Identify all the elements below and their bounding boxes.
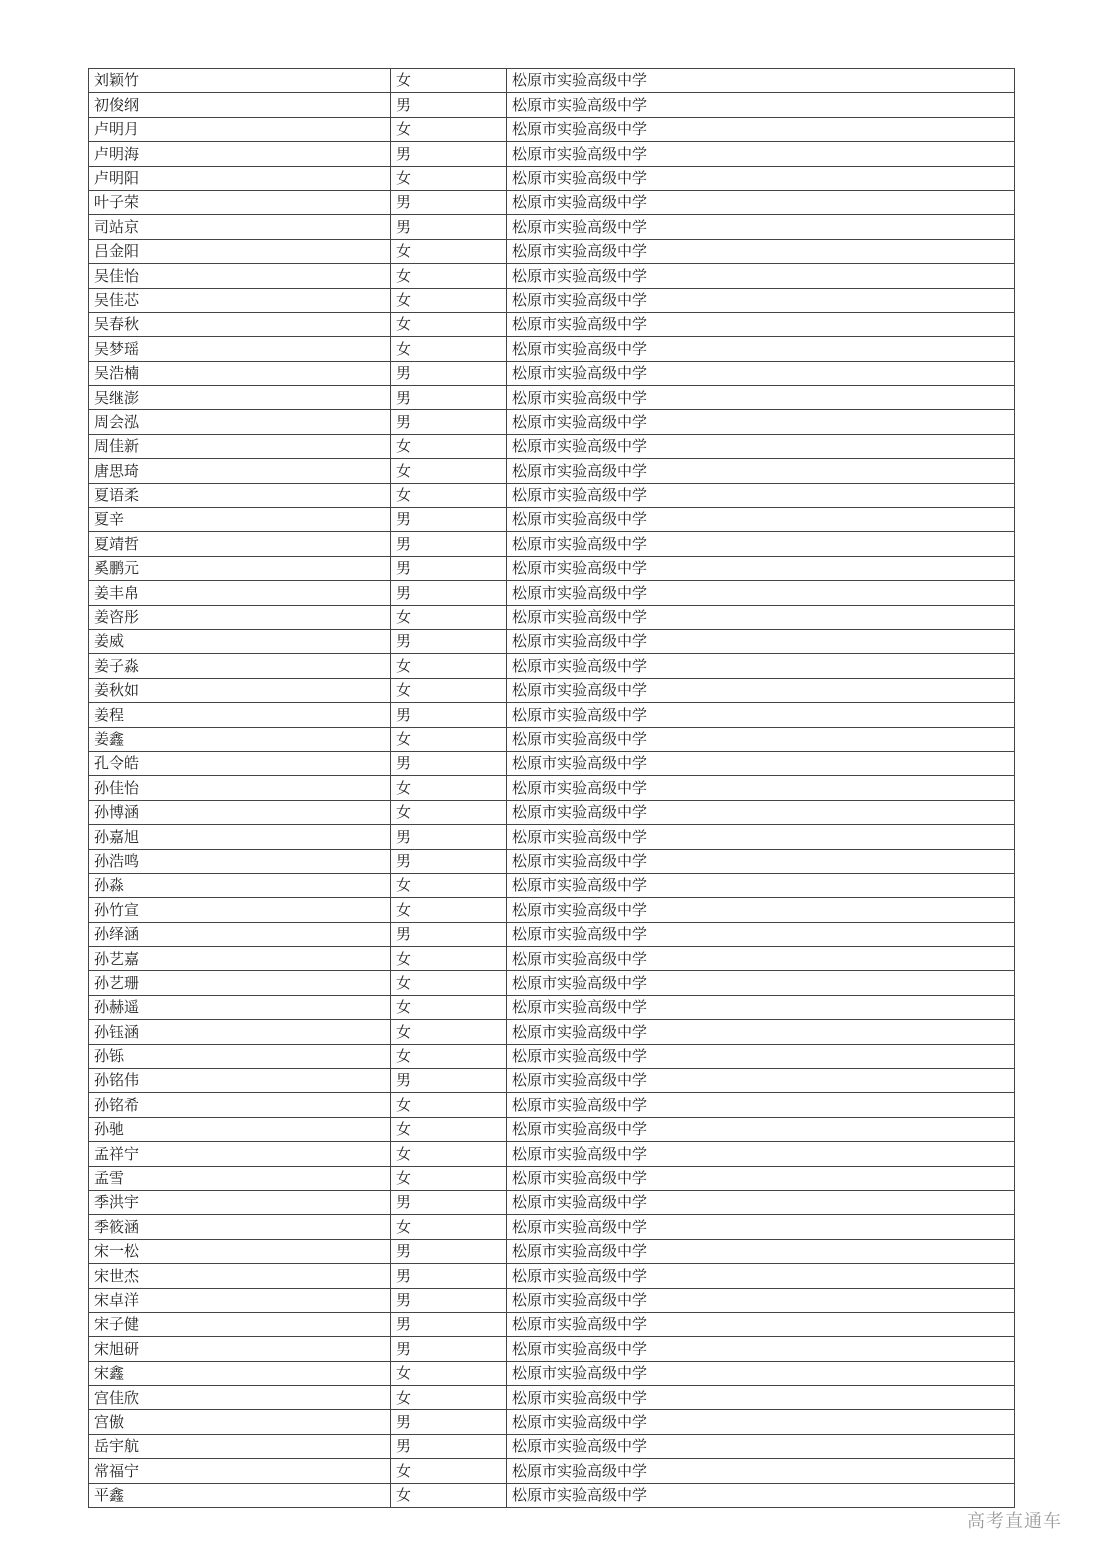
student-name-cell: 吴继澎	[89, 386, 391, 410]
student-name-cell: 姜咨彤	[89, 605, 391, 629]
student-school-cell: 松原市实验高级中学	[507, 1483, 1015, 1507]
student-name-cell: 孙艺珊	[89, 971, 391, 995]
student-school-cell: 松原市实验高级中学	[507, 312, 1015, 336]
student-school-cell: 松原市实验高级中学	[507, 873, 1015, 897]
table-row	[89, 361, 1015, 385]
table-row	[89, 971, 1015, 995]
student-name-cell: 奚鹏元	[89, 556, 391, 580]
student-school-cell: 松原市实验高级中学	[507, 1459, 1015, 1483]
student-school-cell: 松原市实验高级中学	[507, 117, 1015, 141]
student-gender-cell: 女	[391, 288, 507, 312]
student-gender-cell: 女	[391, 239, 507, 263]
table-row	[89, 312, 1015, 336]
student-school-cell: 松原市实验高级中学	[507, 971, 1015, 995]
student-name-cell: 吕金阳	[89, 239, 391, 263]
student-gender-cell: 男	[391, 1410, 507, 1434]
table-row	[89, 995, 1015, 1019]
student-gender-cell: 男	[391, 532, 507, 556]
student-school-cell: 松原市实验高级中学	[507, 459, 1015, 483]
table-row	[89, 166, 1015, 190]
student-name-cell: 唐思琦	[89, 459, 391, 483]
table-row	[89, 532, 1015, 556]
student-name-cell: 孙绎涵	[89, 922, 391, 946]
student-school-cell: 松原市实验高级中学	[507, 703, 1015, 727]
table-row	[89, 142, 1015, 166]
student-gender-cell: 男	[391, 1069, 507, 1093]
student-gender-cell: 男	[391, 386, 507, 410]
student-gender-cell: 女	[391, 947, 507, 971]
student-school-cell: 松原市实验高级中学	[507, 264, 1015, 288]
student-gender-cell: 女	[391, 1386, 507, 1410]
student-school-cell: 松原市实验高级中学	[507, 1386, 1015, 1410]
student-school-cell: 松原市实验高级中学	[507, 532, 1015, 556]
student-school-cell: 松原市实验高级中学	[507, 361, 1015, 385]
table-row	[89, 1459, 1015, 1483]
student-name-cell: 孙艺嘉	[89, 947, 391, 971]
student-name-cell: 宋旭研	[89, 1337, 391, 1361]
student-gender-cell: 男	[391, 1312, 507, 1336]
student-school-cell: 松原市实验高级中学	[507, 1337, 1015, 1361]
student-school-cell: 松原市实验高级中学	[507, 800, 1015, 824]
table-row	[89, 727, 1015, 751]
student-roster-table	[88, 68, 1015, 1508]
student-name-cell: 岳宇航	[89, 1434, 391, 1458]
student-school-cell: 松原市实验高级中学	[507, 1117, 1015, 1141]
student-name-cell: 孔令皓	[89, 751, 391, 775]
student-gender-cell: 女	[391, 166, 507, 190]
student-gender-cell: 女	[391, 971, 507, 995]
student-gender-cell: 女	[391, 483, 507, 507]
student-gender-cell: 男	[391, 849, 507, 873]
student-school-cell: 松原市实验高级中学	[507, 629, 1015, 653]
student-gender-cell: 女	[391, 459, 507, 483]
student-gender-cell: 女	[391, 898, 507, 922]
student-school-cell: 松原市实验高级中学	[507, 1410, 1015, 1434]
student-name-cell: 孙钰涵	[89, 1020, 391, 1044]
student-name-cell: 宫傲	[89, 1410, 391, 1434]
student-gender-cell: 男	[391, 1288, 507, 1312]
student-school-cell: 松原市实验高级中学	[507, 1142, 1015, 1166]
table-row	[89, 1142, 1015, 1166]
table-row	[89, 751, 1015, 775]
student-school-cell: 松原市实验高级中学	[507, 1044, 1015, 1068]
table-row	[89, 1264, 1015, 1288]
student-name-cell: 孙竹宣	[89, 898, 391, 922]
table-row	[89, 1410, 1015, 1434]
student-school-cell: 松原市实验高级中学	[507, 825, 1015, 849]
table-row	[89, 264, 1015, 288]
student-gender-cell: 男	[391, 629, 507, 653]
student-school-cell: 松原市实验高级中学	[507, 142, 1015, 166]
table-row	[89, 1215, 1015, 1239]
student-name-cell: 孙博涵	[89, 800, 391, 824]
table-row	[89, 898, 1015, 922]
student-gender-cell: 女	[391, 1166, 507, 1190]
table-row	[89, 922, 1015, 946]
student-school-cell: 松原市实验高级中学	[507, 1020, 1015, 1044]
table-row	[89, 1044, 1015, 1068]
student-name-cell: 吴梦瑶	[89, 337, 391, 361]
student-name-cell: 宋鑫	[89, 1361, 391, 1385]
student-name-cell: 姜秋如	[89, 678, 391, 702]
student-school-cell: 松原市实验高级中学	[507, 288, 1015, 312]
table-row	[89, 434, 1015, 458]
student-gender-cell: 女	[391, 727, 507, 751]
student-name-cell: 孙驰	[89, 1117, 391, 1141]
student-name-cell: 吴浩楠	[89, 361, 391, 385]
student-school-cell: 松原市实验高级中学	[507, 166, 1015, 190]
student-name-cell: 宋一松	[89, 1239, 391, 1263]
student-gender-cell: 女	[391, 1142, 507, 1166]
table-row	[89, 69, 1015, 93]
student-name-cell: 孙浩鸣	[89, 849, 391, 873]
student-roster-body	[89, 69, 1015, 1508]
student-school-cell: 松原市实验高级中学	[507, 1215, 1015, 1239]
student-gender-cell: 女	[391, 1459, 507, 1483]
table-row	[89, 1288, 1015, 1312]
student-school-cell: 松原市实验高级中学	[507, 215, 1015, 239]
student-gender-cell: 男	[391, 361, 507, 385]
student-name-cell: 姜子淼	[89, 654, 391, 678]
table-row	[89, 1361, 1015, 1385]
student-school-cell: 松原市实验高级中学	[507, 69, 1015, 93]
table-row	[89, 1483, 1015, 1507]
student-gender-cell: 男	[391, 190, 507, 214]
student-gender-cell: 男	[391, 922, 507, 946]
table-row	[89, 190, 1015, 214]
table-row	[89, 605, 1015, 629]
student-gender-cell: 男	[391, 1434, 507, 1458]
student-gender-cell: 女	[391, 1117, 507, 1141]
student-gender-cell: 女	[391, 264, 507, 288]
student-name-cell: 刘颖竹	[89, 69, 391, 93]
student-school-cell: 松原市实验高级中学	[507, 556, 1015, 580]
table-row	[89, 1434, 1015, 1458]
table-row	[89, 1239, 1015, 1263]
table-row	[89, 678, 1015, 702]
table-row	[89, 215, 1015, 239]
watermark-text: 高考直通车	[967, 1511, 1062, 1532]
student-gender-cell: 男	[391, 1337, 507, 1361]
student-name-cell: 姜程	[89, 703, 391, 727]
student-name-cell: 姜威	[89, 629, 391, 653]
student-gender-cell: 女	[391, 654, 507, 678]
table-row	[89, 410, 1015, 434]
student-gender-cell: 男	[391, 215, 507, 239]
student-gender-cell: 男	[391, 703, 507, 727]
student-gender-cell: 男	[391, 556, 507, 580]
student-name-cell: 卢明月	[89, 117, 391, 141]
student-gender-cell: 男	[391, 581, 507, 605]
table-row	[89, 93, 1015, 117]
student-school-cell: 松原市实验高级中学	[507, 1093, 1015, 1117]
student-school-cell: 松原市实验高级中学	[507, 337, 1015, 361]
student-gender-cell: 女	[391, 1483, 507, 1507]
student-name-cell: 姜丰帛	[89, 581, 391, 605]
table-row	[89, 825, 1015, 849]
student-gender-cell: 女	[391, 678, 507, 702]
student-name-cell: 孙铄	[89, 1044, 391, 1068]
student-school-cell: 松原市实验高级中学	[507, 947, 1015, 971]
student-school-cell: 松原市实验高级中学	[507, 727, 1015, 751]
table-row	[89, 800, 1015, 824]
table-row	[89, 947, 1015, 971]
student-name-cell: 孙铭伟	[89, 1069, 391, 1093]
student-name-cell: 卢明海	[89, 142, 391, 166]
student-gender-cell: 女	[391, 1020, 507, 1044]
table-row	[89, 337, 1015, 361]
student-school-cell: 松原市实验高级中学	[507, 483, 1015, 507]
student-name-cell: 宋世杰	[89, 1264, 391, 1288]
student-school-cell: 松原市实验高级中学	[507, 1264, 1015, 1288]
student-name-cell: 夏辛	[89, 508, 391, 532]
table-row	[89, 288, 1015, 312]
student-school-cell: 松原市实验高级中学	[507, 1434, 1015, 1458]
student-name-cell: 吴春秋	[89, 312, 391, 336]
table-row	[89, 386, 1015, 410]
student-school-cell: 松原市实验高级中学	[507, 922, 1015, 946]
table-row	[89, 117, 1015, 141]
student-gender-cell: 男	[391, 1264, 507, 1288]
student-school-cell: 松原市实验高级中学	[507, 605, 1015, 629]
student-name-cell: 季筱涵	[89, 1215, 391, 1239]
student-gender-cell: 女	[391, 995, 507, 1019]
student-school-cell: 松原市实验高级中学	[507, 1190, 1015, 1214]
student-gender-cell: 女	[391, 434, 507, 458]
table-row	[89, 483, 1015, 507]
student-name-cell: 宋卓洋	[89, 1288, 391, 1312]
student-name-cell: 孟祥宁	[89, 1142, 391, 1166]
student-gender-cell: 男	[391, 508, 507, 532]
student-name-cell: 吴佳怡	[89, 264, 391, 288]
table-row	[89, 459, 1015, 483]
student-school-cell: 松原市实验高级中学	[507, 190, 1015, 214]
student-name-cell: 平鑫	[89, 1483, 391, 1507]
student-school-cell: 松原市实验高级中学	[507, 1069, 1015, 1093]
student-school-cell: 松原市实验高级中学	[507, 434, 1015, 458]
table-row	[89, 654, 1015, 678]
table-row	[89, 776, 1015, 800]
student-name-cell: 夏靖哲	[89, 532, 391, 556]
table-row	[89, 703, 1015, 727]
student-gender-cell: 女	[391, 1361, 507, 1385]
student-gender-cell: 男	[391, 825, 507, 849]
student-name-cell: 叶子荣	[89, 190, 391, 214]
student-gender-cell: 女	[391, 69, 507, 93]
student-school-cell: 松原市实验高级中学	[507, 581, 1015, 605]
student-school-cell: 松原市实验高级中学	[507, 776, 1015, 800]
student-name-cell: 吴佳芯	[89, 288, 391, 312]
student-name-cell: 周佳新	[89, 434, 391, 458]
student-name-cell: 季洪宇	[89, 1190, 391, 1214]
student-gender-cell: 男	[391, 1239, 507, 1263]
student-school-cell: 松原市实验高级中学	[507, 678, 1015, 702]
student-gender-cell: 男	[391, 93, 507, 117]
student-name-cell: 宫佳欣	[89, 1386, 391, 1410]
student-gender-cell: 女	[391, 1093, 507, 1117]
student-name-cell: 孟雪	[89, 1166, 391, 1190]
student-gender-cell: 女	[391, 800, 507, 824]
table-row	[89, 508, 1015, 532]
table-row	[89, 1337, 1015, 1361]
student-gender-cell: 男	[391, 751, 507, 775]
student-school-cell: 松原市实验高级中学	[507, 508, 1015, 532]
student-gender-cell: 男	[391, 410, 507, 434]
student-gender-cell: 女	[391, 1044, 507, 1068]
student-school-cell: 松原市实验高级中学	[507, 1239, 1015, 1263]
student-name-cell: 司站京	[89, 215, 391, 239]
student-gender-cell: 女	[391, 337, 507, 361]
student-name-cell: 孙嘉旭	[89, 825, 391, 849]
table-row	[89, 556, 1015, 580]
student-name-cell: 姜鑫	[89, 727, 391, 751]
table-row	[89, 239, 1015, 263]
table-row	[89, 849, 1015, 873]
student-name-cell: 孙铭希	[89, 1093, 391, 1117]
student-name-cell: 宋子健	[89, 1312, 391, 1336]
table-row	[89, 1166, 1015, 1190]
student-name-cell: 卢明阳	[89, 166, 391, 190]
student-name-cell: 常福宁	[89, 1459, 391, 1483]
student-school-cell: 松原市实验高级中学	[507, 386, 1015, 410]
table-row	[89, 1190, 1015, 1214]
student-gender-cell: 女	[391, 312, 507, 336]
student-name-cell: 周会泓	[89, 410, 391, 434]
student-name-cell: 初俊纲	[89, 93, 391, 117]
student-gender-cell: 女	[391, 1215, 507, 1239]
table-row	[89, 1069, 1015, 1093]
table-row	[89, 1093, 1015, 1117]
student-gender-cell: 男	[391, 142, 507, 166]
student-school-cell: 松原市实验高级中学	[507, 239, 1015, 263]
student-gender-cell: 女	[391, 873, 507, 897]
student-gender-cell: 女	[391, 776, 507, 800]
student-name-cell: 孙淼	[89, 873, 391, 897]
student-school-cell: 松原市实验高级中学	[507, 93, 1015, 117]
student-school-cell: 松原市实验高级中学	[507, 410, 1015, 434]
table-row	[89, 873, 1015, 897]
student-school-cell: 松原市实验高级中学	[507, 898, 1015, 922]
student-gender-cell: 女	[391, 605, 507, 629]
student-name-cell: 孙赫遥	[89, 995, 391, 1019]
student-gender-cell: 女	[391, 117, 507, 141]
student-school-cell: 松原市实验高级中学	[507, 1166, 1015, 1190]
table-row	[89, 1312, 1015, 1336]
student-name-cell: 夏语柔	[89, 483, 391, 507]
student-name-cell: 孙佳怡	[89, 776, 391, 800]
table-row	[89, 1386, 1015, 1410]
student-school-cell: 松原市实验高级中学	[507, 751, 1015, 775]
table-row	[89, 1020, 1015, 1044]
student-school-cell: 松原市实验高级中学	[507, 849, 1015, 873]
student-school-cell: 松原市实验高级中学	[507, 995, 1015, 1019]
student-school-cell: 松原市实验高级中学	[507, 1312, 1015, 1336]
table-row	[89, 629, 1015, 653]
student-school-cell: 松原市实验高级中学	[507, 1288, 1015, 1312]
student-gender-cell: 男	[391, 1190, 507, 1214]
table-row	[89, 1117, 1015, 1141]
student-school-cell: 松原市实验高级中学	[507, 654, 1015, 678]
student-school-cell: 松原市实验高级中学	[507, 1361, 1015, 1385]
table-row	[89, 581, 1015, 605]
